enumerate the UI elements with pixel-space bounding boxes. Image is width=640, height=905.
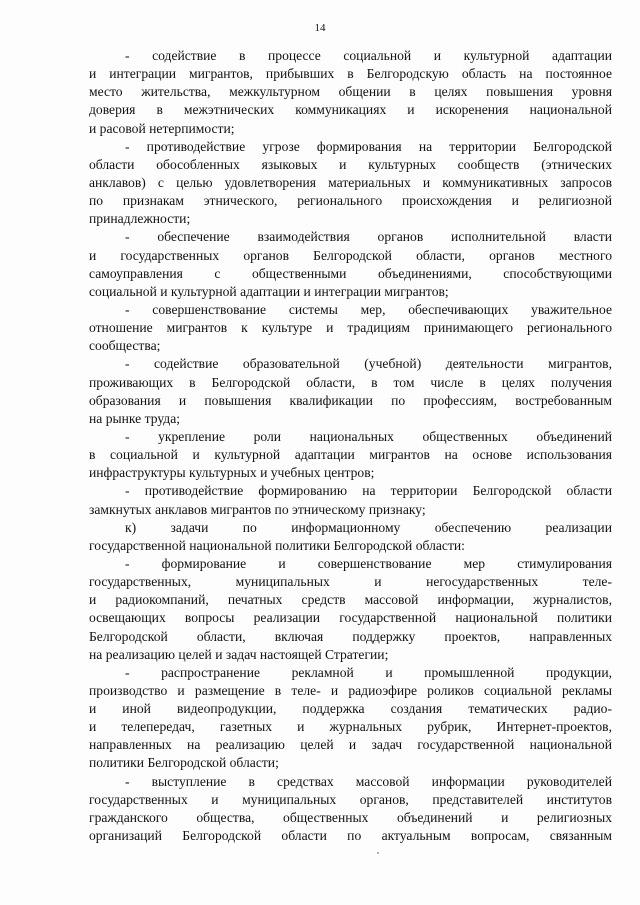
- text-line: и государственных органов Белгородской области, органов местного: [89, 247, 612, 263]
- text-line: - выступление в средствах массовой информации руководителей: [125, 773, 612, 789]
- paragraph: [89, 664, 612, 773]
- text-line: отношение мигрантов к культуре и традициям принимающего регионального: [89, 320, 612, 336]
- text-line: и телепередач, газетных и журнальных рубрик, Интернет-проектов,: [89, 719, 612, 735]
- text-line: политики Белгородской области;: [89, 755, 279, 771]
- paragraph: [89, 519, 612, 555]
- text-line: и интеграции мигрантов, прибывших в Белгородскую область на постоянное: [89, 66, 612, 82]
- text-line: место жительства, межкультурном общении в целях повышения уровня: [89, 84, 612, 100]
- text-line: государственной национальной политики Белгородской области:: [89, 537, 465, 553]
- text-line: принадлежности;: [89, 211, 191, 227]
- paragraph: [89, 301, 612, 355]
- text-line: гражданского общества, общественных объединений и религиозных: [89, 809, 612, 825]
- document-body: [89, 47, 612, 845]
- text-line: по признакам этнического, регионального происхождения и религиозной: [89, 193, 612, 209]
- text-line: - содействие в процессе социальной и культурной адаптации: [125, 48, 612, 63]
- text-line: замкнутых анклавов мигрантов по этническому признаку;: [89, 501, 426, 517]
- text-line: инфраструктуры культурных и учебных центров;: [89, 465, 375, 481]
- text-line: на реализацию целей и задач настоящей Стратегии;: [89, 646, 389, 662]
- text-line: и радиокомпаний, печатных средств массовой информации, журналистов,: [89, 592, 612, 608]
- text-line: доверия в межэтнических коммуникациях и искоренения национальной: [89, 102, 612, 118]
- text-line: анклавов) с целью удовлетворения материальных и коммуникативных запросов: [89, 174, 612, 190]
- text-line: на рынке труда;: [89, 410, 181, 426]
- text-line: - противодействие угрозе формирования на территории Белгородской: [125, 138, 612, 154]
- text-line: организаций Белгородской области по актуальным вопросам, связанным: [89, 828, 612, 844]
- text-line: государственных и муниципальных органов, представителей институтов: [89, 791, 612, 807]
- text-line: социальной и культурной адаптации и интеграции мигрантов;: [89, 283, 449, 299]
- paragraph: [89, 773, 612, 846]
- text-line: самоуправления с общественными объединениями, способствующими: [89, 265, 612, 281]
- text-line: - укрепление роли национальных общественных объединений: [125, 428, 612, 444]
- text-line: - распространение рекламной и промышленной продукции,: [125, 664, 612, 680]
- paragraph: [89, 228, 612, 301]
- text-line: - совершенствование системы мер, обеспечивающих уважительное: [125, 301, 612, 317]
- text-line: к) задачи по информационному обеспечению реализации: [125, 519, 612, 535]
- text-line: в социальной и культурной адаптации мигрантов на основе использования: [89, 447, 612, 463]
- paragraph: [89, 555, 612, 664]
- text-line: направленных на реализацию целей и задач государственной национальной: [89, 737, 612, 753]
- text-line: и иной видеопродукции, поддержка создания тематических радио-: [89, 701, 612, 717]
- text-line: - содействие образовательной (учебной) деятельности мигрантов,: [125, 356, 612, 372]
- text-line: государственных, муниципальных и негосударственных теле-: [89, 574, 612, 590]
- paragraph: [89, 428, 612, 482]
- paragraph: [89, 355, 612, 428]
- text-line: освещающих вопросы реализации государственной национальной политики: [89, 610, 612, 626]
- page-number: 14: [314, 22, 326, 34]
- text-line: сообщества;: [89, 338, 161, 354]
- text-line: и расовой нетерпимости;: [89, 120, 235, 136]
- text-line: проживающих в Белгородской области, в том числе в целях получения: [89, 374, 612, 390]
- text-line: Белгородской области, включая поддержку проектов, направленных: [89, 628, 612, 644]
- text-line: производство и размещение в теле- и радиоэфире роликов социальной рекламы: [89, 682, 612, 698]
- paragraph: [89, 47, 612, 138]
- paragraph: [89, 138, 612, 229]
- text-line: образования и повышения квалификации по профессиям, востребованным: [89, 392, 612, 408]
- paragraph: [89, 482, 612, 518]
- scan-speck: [377, 852, 379, 854]
- text-line: - противодействие формированию на территории Белгородской области: [125, 483, 612, 499]
- text-line: области обособленных языковых и культурных сообществ (этнических: [89, 156, 612, 172]
- text-line: - обеспечение взаимодействия органов исполнительной власти: [125, 229, 612, 245]
- text-line: - формирование и совершенствование мер стимулирования: [125, 555, 612, 571]
